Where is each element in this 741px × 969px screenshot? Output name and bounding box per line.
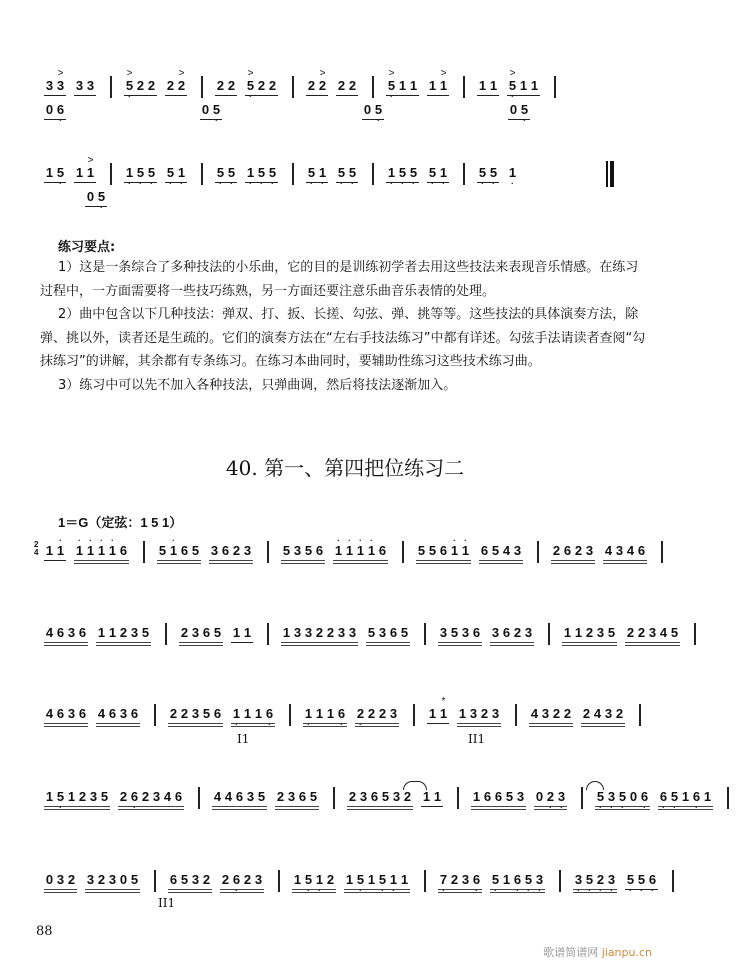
- barline: [424, 623, 426, 645]
- barline: [554, 76, 556, 98]
- watermark-cn: 歌谱简谱网: [543, 946, 599, 959]
- measure: 5 1 · 6 5 3 6 2 3: [157, 543, 261, 564]
- barline: [515, 704, 517, 726]
- barline: [201, 76, 203, 98]
- measure: 1 1 · 1 · 1 · 1 · 1 · 6: [44, 543, 137, 564]
- lower-voice: 0 5 ·: [363, 102, 383, 125]
- position-mark: II1: [158, 896, 176, 910]
- barline: [110, 76, 112, 98]
- barline: [727, 787, 729, 809]
- barline: [143, 541, 145, 563]
- measure: 1 5 · 1 1 >: [45, 155, 95, 188]
- barline: [402, 541, 404, 563]
- barline: [581, 787, 583, 809]
- barline: [333, 787, 335, 809]
- watermark: [543, 944, 652, 960]
- barline: [372, 163, 374, 185]
- lower-voice: 0 5 ·: [86, 189, 106, 212]
- measures: [44, 68, 568, 101]
- barline: [413, 704, 415, 726]
- barline: [661, 541, 663, 563]
- barline: [639, 704, 641, 726]
- barline: [694, 623, 696, 645]
- measure: 1 · 1 1 6 · 2 · 2 2 3: [304, 706, 398, 729]
- barline: [672, 870, 674, 892]
- key-close: ）: [169, 515, 183, 530]
- tie: [403, 781, 427, 790]
- measure: 1 5 · 1 · 2 1 5 · 1 5 · 1 · 1: [293, 872, 409, 895]
- measure: 5 · 5 · 1 ·: [478, 165, 517, 188]
- key-tuning: 1 5 1: [140, 515, 170, 530]
- measure: 5 · 1 · 5 · 5 ·: [307, 165, 357, 188]
- measure: 3 3 > 3 3: [44, 78, 104, 96]
- measures: [44, 872, 686, 894]
- accent-star: *: [441, 696, 446, 707]
- notes-heading: 练习要点:: [58, 240, 116, 255]
- measure: 5 3 5 6 1 · 1 · 1 · 1 · 6: [281, 543, 396, 564]
- measure: 2 2 > 2 2: [306, 78, 366, 96]
- measures: [44, 625, 708, 647]
- measure: 1 · 5 · 5 · 5 · 1 ·: [125, 165, 186, 188]
- lower-voice: 0 6 ·: [45, 102, 65, 125]
- barline: [457, 787, 459, 809]
- measure: 5 5 6 1 · 1 · 6 5 4 3: [416, 543, 531, 564]
- barline: [278, 870, 280, 892]
- measures: [44, 789, 741, 811]
- time-bottom: 4: [34, 548, 39, 557]
- measure: 5 · 5 · 1 · 5 · 5 ·: [216, 165, 277, 188]
- measure: 4 6 3 6 1 1 2 3 5: [44, 625, 159, 646]
- barline: [289, 704, 291, 726]
- measure: 4 4 6 3 5 2 3 6 5: [212, 789, 327, 810]
- barline: [201, 163, 203, 185]
- barline: [463, 76, 465, 98]
- measure: 5 > · 1 1 1 1 >: [387, 68, 448, 101]
- measure: 1 6 6 5 3 0 2 · 3 ·: [472, 789, 566, 812]
- measure: 3 5 3 6 3 6 2 3: [438, 625, 542, 646]
- measures: [44, 155, 614, 191]
- notes-paragraph-2: 2）曲中包含以下几种技法：弹双、打、扳、长搓、勾弦、弹、挑等等。这些技法的具体演奏方法，除弹、挑以外，读者还是生疏的。它们的演奏方法在“左右手技法练习”中都有详述。勾弦手法请读者查阅“勾抹练习”的讲解，其余都有专条练习。在练习本曲同时，要辅助性练习这些技术练习曲。: [40, 307, 646, 369]
- measure: 1 3 3 2 2 3 3 5 3 6 5: [281, 625, 418, 646]
- measure: 1 1 2 3 5 2 2 3 4 5: [562, 625, 688, 646]
- measure: 1 1 5 > · 1 1: [478, 68, 539, 101]
- lower-voice: 0 5 ·: [201, 102, 221, 125]
- barline: [292, 163, 294, 185]
- measure: 2 3 6 5 1 1: [179, 625, 261, 646]
- measure: 2 2 5 > · 2 2: [216, 68, 277, 101]
- measure: 0 3 2 3 2 3 0 5: [44, 872, 148, 893]
- barline: [548, 623, 550, 645]
- measure: 6 5 3 2 2 6 · 2 3: [169, 872, 263, 895]
- barline: [424, 870, 426, 892]
- measure: 1 · 5 · 5 · 5 · 1 ·: [387, 165, 448, 188]
- measure: 2 6 2 3 4 3 4 6: [551, 543, 655, 564]
- measures: [44, 536, 675, 565]
- measure: 5 > · 2 2 2 2 >: [125, 68, 186, 101]
- barline: [165, 623, 167, 645]
- measure: 2 3 6 5 3 2 1 1: [347, 789, 451, 810]
- measure: 1 5 · 1 2 3 5 2 6 · 2 3 4 6: [45, 789, 183, 812]
- barline: [537, 541, 539, 563]
- time-signature: [34, 541, 38, 557]
- piece-title: 40. 第一、第四把位练习二: [225, 456, 465, 480]
- measure: 3 · 5 · 2 · 3 · 5 · 5 · 6 ·: [574, 872, 657, 895]
- barline: [292, 76, 294, 98]
- barline: [267, 541, 269, 563]
- lower-voice: 0 5 ·: [509, 102, 529, 125]
- barline: [267, 623, 269, 645]
- barline: [559, 870, 561, 892]
- position-mark: I1: [237, 732, 250, 746]
- barline: [154, 704, 156, 726]
- watermark-en: jianpu.cn: [601, 946, 652, 959]
- measure: 7 · 2 3 6 · 5 · 1 6 · 5 · 3 ·: [439, 872, 544, 895]
- key-label: 1＝G（定弦：: [58, 515, 141, 530]
- measure: 2 2 3 5 6 1 · 1 1 6 ·: [169, 706, 274, 729]
- barline: [372, 76, 374, 98]
- time-top: 2: [34, 540, 39, 549]
- barline: [463, 163, 465, 185]
- measure: 4 6 3 6 4 6 3 6: [44, 706, 148, 727]
- measure: 4 3 2 2 2 4 3 2: [529, 706, 633, 727]
- final-barline: [606, 161, 614, 187]
- notes-paragraph-3: 3）练习中可以先不加入各种技法，只弹曲调，然后将技法逐渐加入。: [58, 378, 457, 393]
- barline: [154, 870, 156, 892]
- notes-paragraph-1: 1）这是一条综合了多种技法的小乐曲，它的目的是训练初学者去用这些技法来表现音乐情感。在练习过程中，一方面需要将一些技巧练熟，另一方面还要注意乐曲音乐表情的处理。: [40, 260, 639, 299]
- measure: 1 1 * 1 3 2 3: [427, 706, 509, 727]
- page-number: 88: [36, 924, 53, 939]
- position-mark: II1: [468, 732, 486, 746]
- measure: 5 · 3 · 5 · 0 6 · 6 · 5 · 1 6 · 1: [596, 789, 712, 812]
- barline: [110, 163, 112, 185]
- barline: [198, 787, 200, 809]
- slur: [586, 781, 604, 790]
- measures: [44, 696, 653, 729]
- key-signature: [58, 512, 182, 531]
